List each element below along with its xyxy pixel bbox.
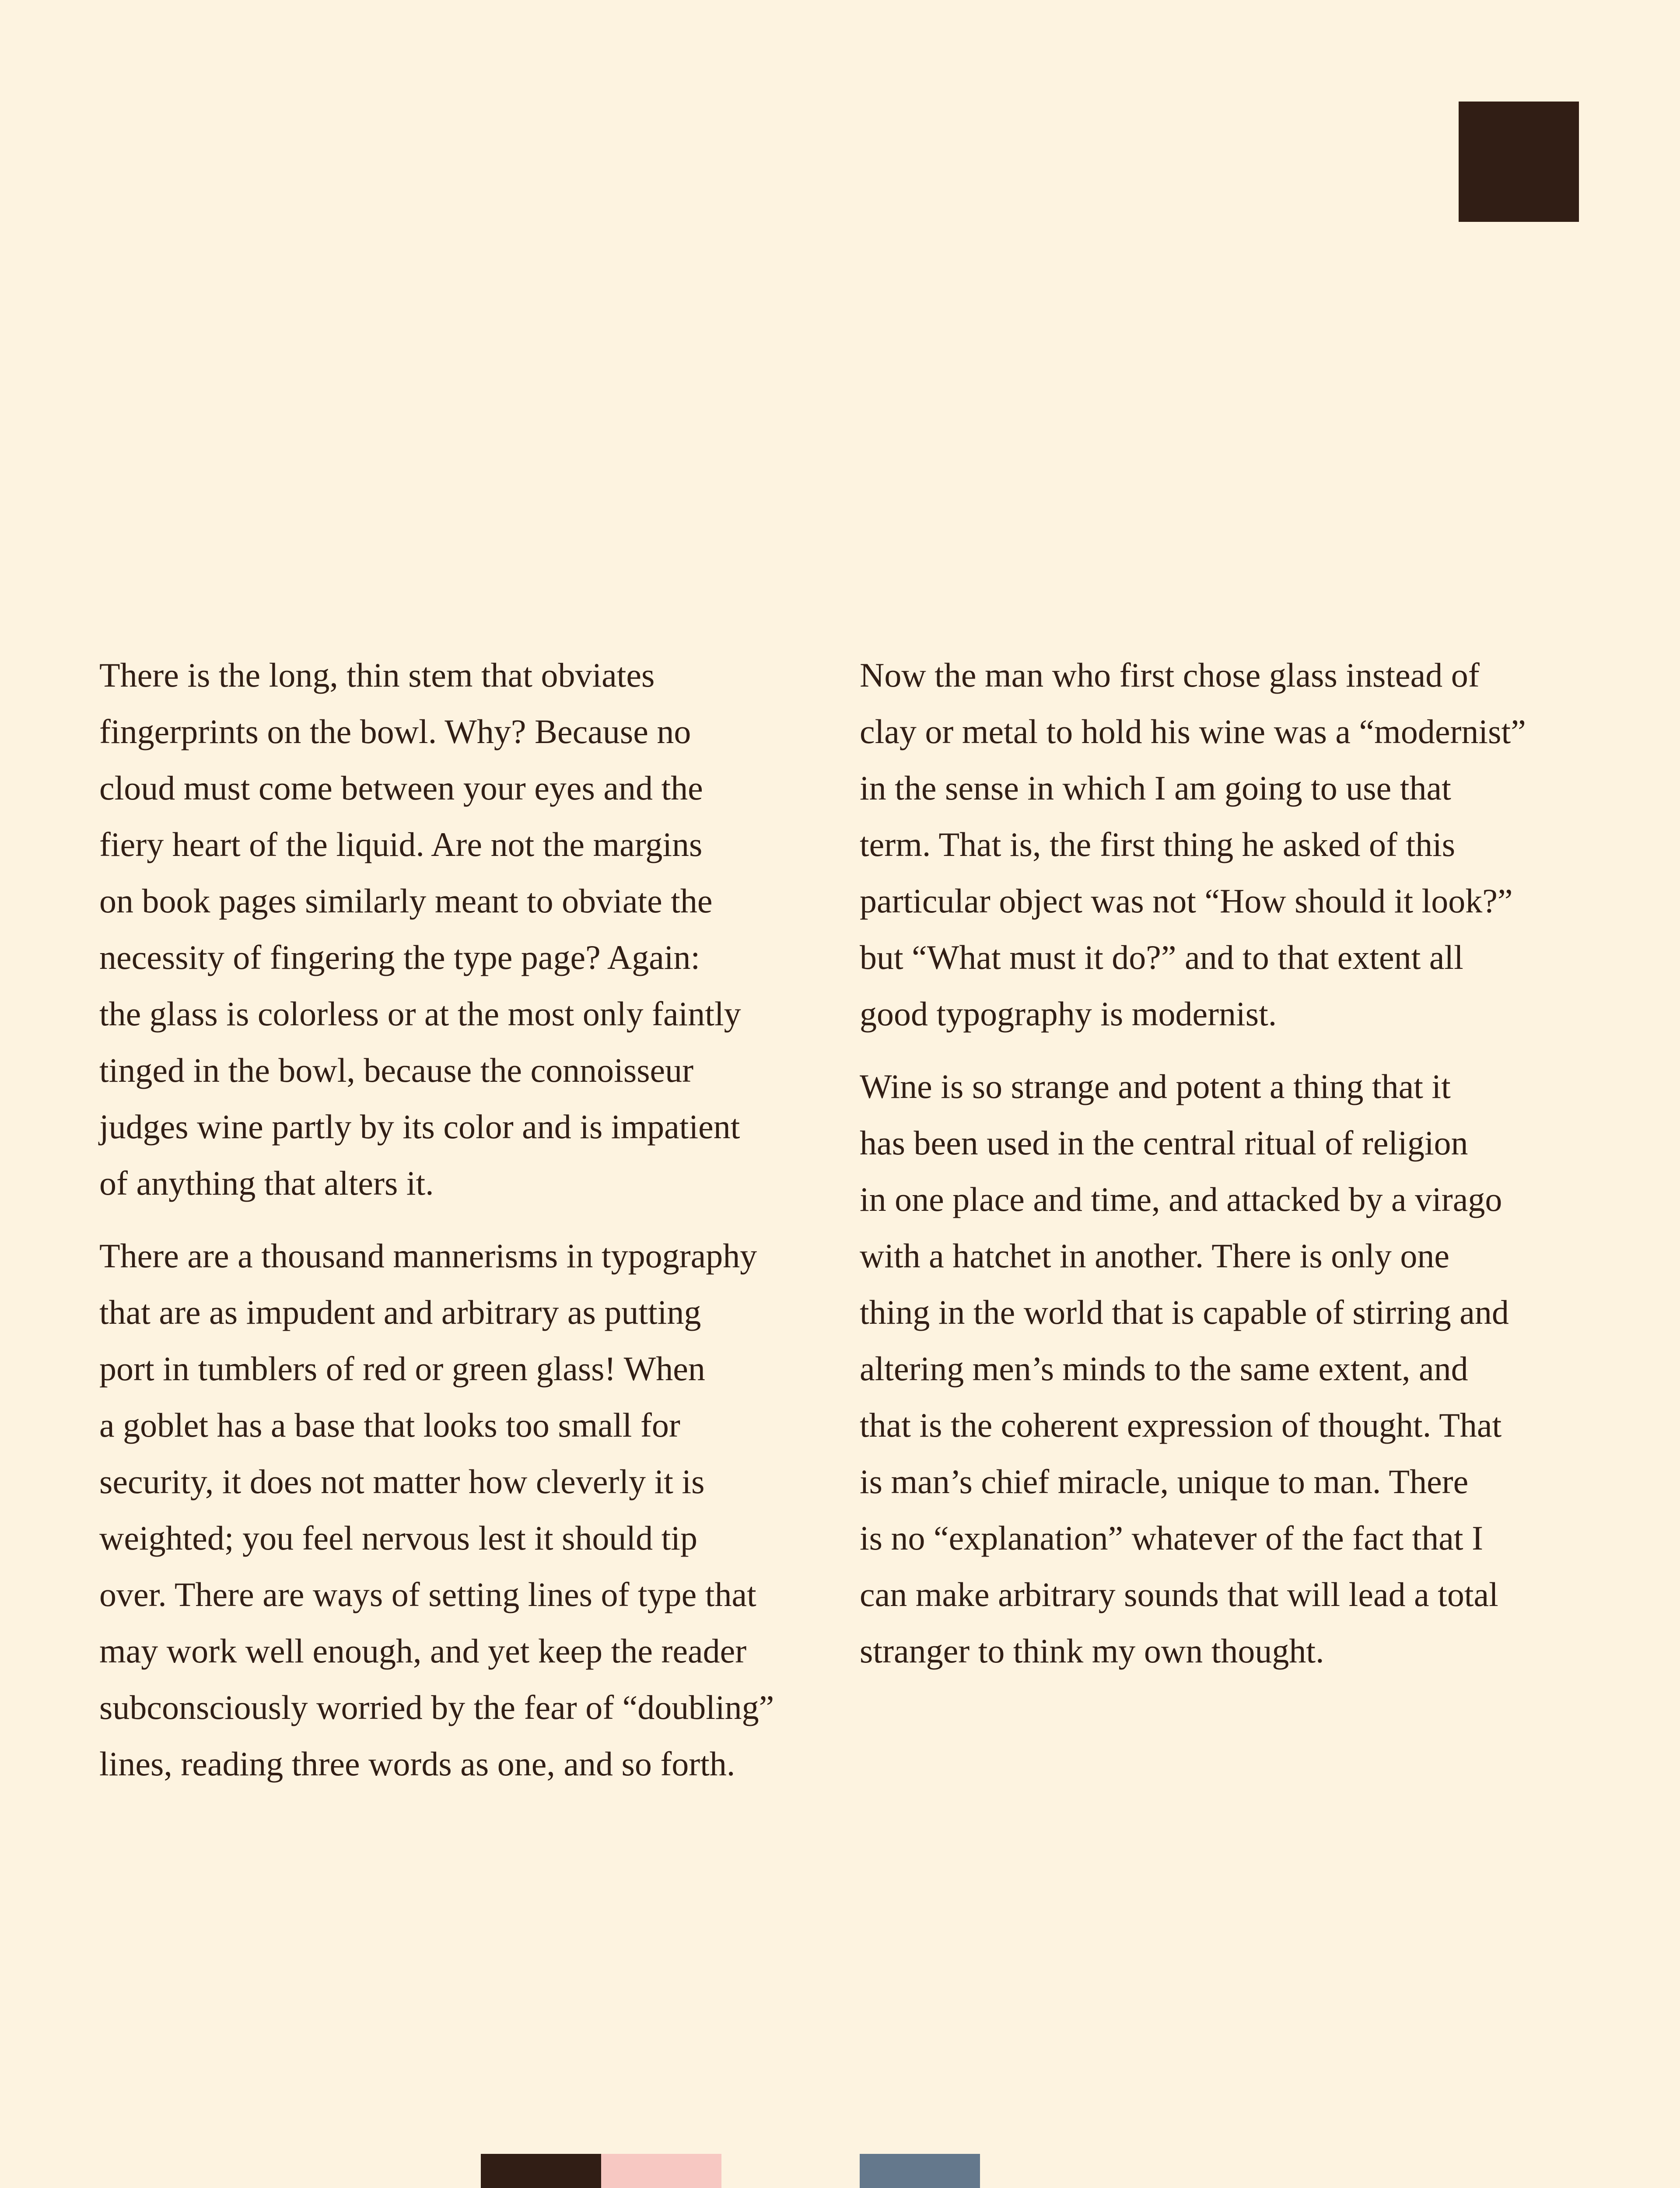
- left-text-column: [99, 647, 819, 1808]
- right-paragraph-2: Wine is so strange and potent a thing that it has been used in the central ritual of religion in one place and time, and attacked by a virago with a hatchet in another. There is only one thing in the world that is capable of stirring and altering men’s minds to the same extent, and that is the coherent expression of thought. That is man’s chief miracle, unique to man. There is no “explanation” whatever of the fact that I can make arbitrary sounds that will lead a total stranger to think my own thought.: [860, 1067, 1509, 1670]
- color-swatch-slate-blue: [860, 2154, 980, 2188]
- color-swatch-pink: [601, 2154, 721, 2188]
- right-paragraph-1: Now the man who first chose glass instead of clay or metal to hold his wine was a “modernist” in the sense in which I am going to use that term. That is, the first thing he asked of this particular object was not “How should it look?” but “What must it do?” and to that extent all good typography is modernist.: [860, 656, 1526, 1033]
- corner-color-block: [1459, 102, 1579, 222]
- left-paragraph-2: There are a thousand mannerisms in typography that are as impudent and arbitrary as putting port in tumblers of red or green glass! When a goblet has a base that looks too small for security, it does not matter how cleverly it is weighted; you feel nervous lest it should tip over. There are ways of setting lines of type that may work well enough, and yet keep the reader subconsciously worried by the fear of “doubling” lines, reading three words as one, and so forth.: [99, 1237, 774, 1783]
- right-text-column: [860, 647, 1579, 1695]
- color-swatch-dark-brown: [481, 2154, 601, 2188]
- left-paragraph-1: There is the long, thin stem that obviates fingerprints on the bowl. Why? Because no cloud must come between your eyes and the fiery heart of the liquid. Are not the margins on book pages similarly meant to obviate the necessity of fingering the type page? Again: the glass is colorless or at the most only faintly tinged in the bowl, because the connoisseur judges wine partly by its color and is impatient of anything that alters it.: [99, 656, 741, 1202]
